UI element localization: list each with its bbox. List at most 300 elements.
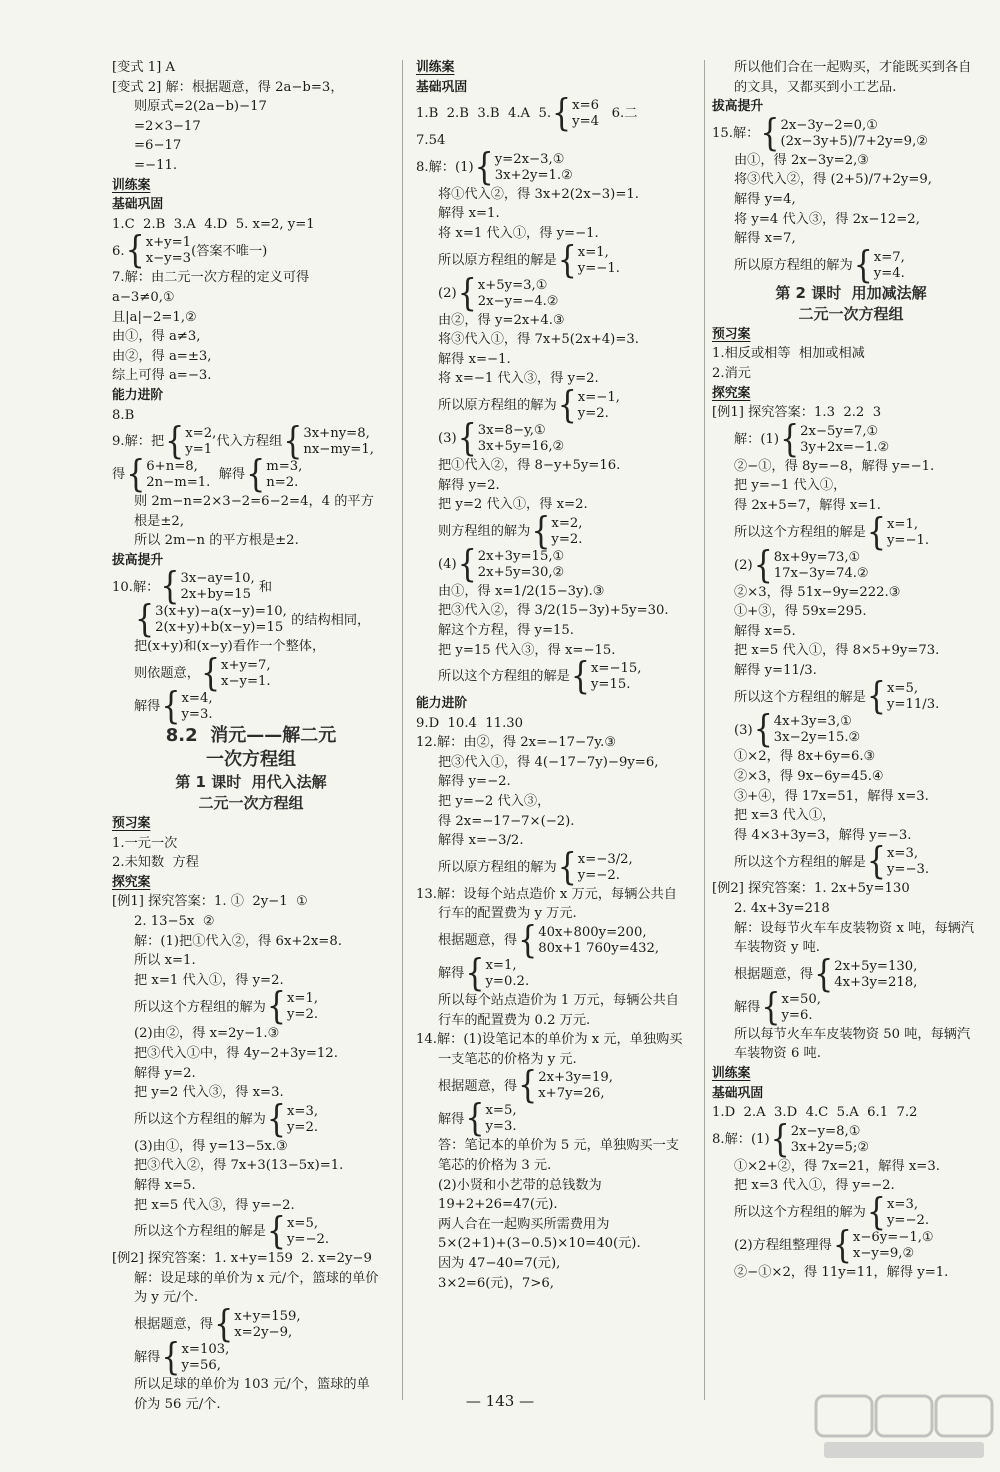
equation-rows xyxy=(887,846,929,878)
answer-line: 为 y 元/个. xyxy=(134,1290,199,1306)
equation-suffix: 和 xyxy=(254,579,273,595)
equation-row: x+7y=26, xyxy=(538,1086,605,1102)
equation-row: 2x+3y=15,① xyxy=(477,548,565,564)
answer-line: [例2] 探究答案：1. 2x+5y=130 xyxy=(712,881,910,897)
equation-suffix: (答案不唯一) xyxy=(191,243,268,259)
equation-rows xyxy=(887,517,929,549)
equation-system xyxy=(712,243,990,287)
answer-line: 19+2+26=47(元). xyxy=(438,1197,558,1213)
answer-line: 解得 y=2. xyxy=(134,1065,196,1081)
equation-system xyxy=(712,111,990,156)
answer-line: 因为 47−40=7(元), xyxy=(438,1255,561,1271)
section-heading: 探究案 xyxy=(712,385,751,401)
equation-prefix: 8.解：(1) xyxy=(712,1131,770,1147)
equation-system xyxy=(112,984,390,1029)
equation-prefix: 所以原方程组的解为 xyxy=(438,398,557,414)
brace-icon: { xyxy=(266,984,286,1029)
equation-row: y=2. xyxy=(577,405,609,421)
brace-icon: { xyxy=(518,1063,538,1108)
answer-line: 的文具，又都买到小工艺品. xyxy=(734,79,897,95)
equation-system xyxy=(112,1097,390,1142)
equation-row: x=2, xyxy=(551,515,583,531)
equation-system xyxy=(416,918,694,963)
answer-line: 3×2=6(元)，7>6, xyxy=(438,1275,554,1291)
answer-line: 8.B xyxy=(112,407,135,423)
brace-icon: { xyxy=(866,674,886,719)
equation-row: x=5, xyxy=(886,681,919,697)
answer-line: 2. 13−5x ② xyxy=(134,914,215,930)
equation-row: 2x−5y=7,① xyxy=(800,423,879,439)
answer-line: 车装物资 6 吨. xyxy=(734,1046,821,1062)
equation-rows xyxy=(478,278,559,310)
equation-row: x=−1, xyxy=(577,389,620,405)
answer-line: 2.消元 xyxy=(712,365,751,381)
equation-prefix: (3) xyxy=(438,431,457,447)
answer-line: 把 x=3 代入①，得 y=−2. xyxy=(734,1178,895,1194)
answer-line: (3)由①，得 y=13−5x.③ xyxy=(134,1138,288,1154)
answer-line: 1.相反或相等 相加或相减 xyxy=(712,346,865,362)
equation-rows xyxy=(180,571,254,603)
brace-icon: { xyxy=(557,383,577,428)
equation-row: 4x+3y=218, xyxy=(834,974,918,990)
equation-prefix: 根据题意，得 xyxy=(134,1317,214,1333)
equation-prefix: 解得 xyxy=(134,699,161,715)
answer-line: 解得 x=5. xyxy=(134,1177,196,1193)
answer-line: 5×(2+1)+(3−0.5)×10=40(元). xyxy=(438,1236,641,1252)
equation-row: y=−1. xyxy=(886,532,930,548)
equation-rows xyxy=(485,1103,516,1135)
brace-icon: { xyxy=(457,416,477,461)
brace-icon: { xyxy=(126,452,146,497)
equation-prefix: 所以这个方程组的解是 xyxy=(734,854,866,870)
equation-system xyxy=(712,1223,990,1268)
answer-line: 根是±2, xyxy=(134,513,185,529)
answer-line: 13.解：设每个站点造价 x 万元，每辆公共自 xyxy=(416,886,677,902)
equation-row: y=2. xyxy=(551,531,583,547)
equation-rows xyxy=(181,1342,229,1374)
equation-rows xyxy=(774,550,869,582)
answer-line: 解：设足球的单价为 x 元/个，篮球的单价 xyxy=(134,1270,379,1286)
answer-line: ②×3，得 51x−9y=222.③ xyxy=(734,584,901,600)
equation-prefix: 所以原方程组的解为 xyxy=(438,860,557,876)
column-divider xyxy=(402,60,403,1400)
answer-line: 14.解：(1)设笔记本的单价为 x 元，单独购买 xyxy=(416,1032,683,1048)
answer-line: 由①，得 x=1/2(15−3y).③ xyxy=(438,583,605,599)
equation-prefix: 所以这个方程组的解为 xyxy=(134,1111,266,1127)
equation-row: y=6. xyxy=(781,1007,813,1023)
answer-line: 把 x=1 代入①，得 y=2. xyxy=(134,972,284,988)
lesson-title: 第 1 课时 用代入法解 xyxy=(175,773,327,792)
answer-line: 解得 x=7, xyxy=(734,231,796,247)
answer-line: 把 y=−1 代入①， xyxy=(734,478,847,494)
equation-rows xyxy=(834,959,917,991)
answer-line: 行车的配置费为 0.2 万元. xyxy=(438,1012,591,1028)
brace-icon: { xyxy=(266,1097,286,1142)
answer-line: 1.C 2.B 3.A 4.D 5. x=2, y=1 xyxy=(112,216,315,232)
answer-line: [例2] 探究答案：1. x+y=159 2. x=2y−9 xyxy=(112,1251,372,1267)
equation-rows xyxy=(287,1216,329,1248)
equation-prefix: 解得 xyxy=(438,1111,465,1127)
equation-row: 3x+2y=1.② xyxy=(494,167,573,183)
answer-line: 把 y=15 代入③，得 x=−15. xyxy=(438,642,616,658)
brace-icon: { xyxy=(531,509,551,553)
answer-line: [变式 1] A xyxy=(112,60,175,75)
equation-row: y=−2. xyxy=(577,867,620,883)
equation-rows xyxy=(287,991,318,1023)
answer-line: 将 y=4 代入③，得 2x−12=2, xyxy=(734,211,920,227)
equation-prefix: (3) xyxy=(734,722,753,738)
equation-system xyxy=(416,1063,694,1108)
equation-system xyxy=(112,228,390,273)
equation-system xyxy=(416,271,694,315)
equation-row: y=56, xyxy=(181,1357,221,1373)
answer-line: 笔芯的价格为 3 元. xyxy=(438,1158,552,1173)
answer-line: 由①，得 a≠3, xyxy=(112,329,201,345)
answer-line: ①+③，得 59x=295. xyxy=(734,604,867,620)
answer-line: 由②，得 a=±3, xyxy=(112,348,212,364)
equation-prefix: 所以这个方程组的解是 xyxy=(734,689,866,705)
equation-row: x=1, xyxy=(886,516,919,532)
equation-row: x=5, xyxy=(286,1216,319,1232)
equation-row: y=3. xyxy=(485,1119,517,1135)
answer-line: 把 y=2 代入①，得 x=2. xyxy=(438,497,588,513)
answer-line: 将③代入②，得 (2+5)/7+2y=9, xyxy=(734,172,932,188)
answer-line: 解：(1)把①代入②，得 6x+2x=8. xyxy=(134,933,342,949)
section-heading: 基础巩固 xyxy=(712,1085,764,1101)
answer-line: 得 4×3+3y=3，解得 y=−3. xyxy=(734,827,912,843)
brace-icon: { xyxy=(165,419,185,464)
equation-row: 2x−y=8,① xyxy=(790,1123,861,1139)
equation-row: 6+n=8, xyxy=(146,459,198,475)
equation-prefix: 则依题意， xyxy=(134,666,200,682)
equation-prefix: 根据题意，得 xyxy=(734,967,814,983)
brace-icon: { xyxy=(570,654,590,699)
equation-rows xyxy=(774,714,861,746)
answer-line: 7.54 xyxy=(416,133,446,149)
brace-icon: { xyxy=(552,91,572,136)
equation-system xyxy=(112,684,390,729)
equation-row: y=−2. xyxy=(286,1232,330,1248)
column-divider xyxy=(704,60,705,1400)
equation-row: x=1, xyxy=(485,958,517,974)
equation-rows xyxy=(485,958,529,990)
answer-line: ②−①×2，得 11y=11，解得 y=1. xyxy=(734,1264,949,1280)
equation-rows xyxy=(853,1230,934,1262)
equation-row: 2x+by=15 xyxy=(180,587,252,603)
equation-rows xyxy=(791,1124,869,1156)
answer-column-middle xyxy=(416,58,694,1293)
answer-line: 将 x=1 代入①，得 y=−1. xyxy=(438,225,599,241)
equation-row: n=2. xyxy=(266,475,299,491)
equation-row: 3x+ny=8, xyxy=(303,426,370,442)
answer-line: 所以 x=1. xyxy=(134,953,196,969)
equation-rows xyxy=(578,245,620,277)
equation-system xyxy=(112,1209,390,1254)
brace-icon: { xyxy=(753,543,773,587)
equation-row: y=4 xyxy=(572,114,600,130)
equation-row: x−y=9,② xyxy=(852,1245,915,1261)
equation-system xyxy=(416,542,694,586)
equation-rows xyxy=(287,1104,318,1136)
lesson-title: 第 2 课时 用加减法解 xyxy=(775,283,927,302)
equation-row: 17x−3y=74.② xyxy=(773,565,869,581)
equation-row: 3x−ay=10, xyxy=(180,571,255,587)
section-heading: 基础巩固 xyxy=(112,197,164,213)
answer-line: ①×2+②，得 7x=21，解得 x=3. xyxy=(734,1158,940,1174)
answer-line: 解得 y=4, xyxy=(734,191,796,207)
answer-line: 两人合在一起购买所需费用为 xyxy=(438,1216,610,1232)
brace-icon: { xyxy=(200,651,221,696)
equation-system xyxy=(416,654,694,699)
brace-icon: { xyxy=(160,564,180,609)
equation-row: 3x+2y=5;② xyxy=(790,1139,870,1155)
equation-prefix: 15.解： xyxy=(712,125,760,141)
answer-line: 把③代入①中，得 4y−2+3y=12. xyxy=(134,1046,338,1061)
equation-prefix: (2) xyxy=(438,285,457,301)
answer-line: =6−17 xyxy=(134,138,182,154)
brace-icon: { xyxy=(214,1302,234,1347)
equation-system xyxy=(416,845,694,890)
equation-prefix: (4) xyxy=(438,556,457,572)
equation-row: y=−3. xyxy=(886,862,930,878)
equation-row: x=1, xyxy=(286,991,319,1007)
answer-line: 得 2x=−17−7×(−2). xyxy=(438,813,575,829)
equation-middle: 代入方程组 xyxy=(216,434,283,450)
equation-prefix: 解得 xyxy=(134,1350,161,1366)
answer-column-right xyxy=(712,58,990,1283)
equation-system xyxy=(112,651,390,696)
answer-line: 解：设每节火车车皮装物资 x 吨，每辆汽 xyxy=(734,920,975,936)
equation-rows xyxy=(495,152,573,184)
equation-row: (2x−3y+5)/7+2y=9,② xyxy=(780,133,929,149)
section-heading: 训练案 xyxy=(416,60,455,75)
answer-line: 得 2x+5=7，解得 x=1. xyxy=(734,497,881,513)
equation-prefix: 9.解：把 xyxy=(112,434,165,450)
brace-icon: { xyxy=(246,452,266,497)
chapter-title: 一次方程组 xyxy=(206,749,296,771)
brace-icon: { xyxy=(866,510,886,554)
equation-prefix: 得 xyxy=(112,467,126,483)
equation-rows xyxy=(578,852,633,884)
equation-prefix: 所以这个方程组的解是 xyxy=(438,669,570,685)
equation-row: 2x−3y−2=0,① xyxy=(780,117,879,133)
equation-prefix: 10.解： xyxy=(112,579,160,595)
equation-rows xyxy=(780,118,928,150)
chapter-title: 8.2 消元——解二元 xyxy=(165,725,337,747)
answer-line: [例1] 探究答案：1. ① 2y−1 ① xyxy=(112,894,308,910)
equation-system xyxy=(112,1335,390,1380)
equation-row: y=11/3. xyxy=(886,697,940,713)
equation-rows xyxy=(887,1197,929,1229)
answer-line: 则 2m−n=2×3−2=6−2=4，4 的平方 xyxy=(134,494,374,510)
answer-line: 解得 y=−2. xyxy=(438,774,511,790)
equation-row: y=−1. xyxy=(577,260,620,276)
answer-line: 2.未知数 方程 xyxy=(112,855,199,871)
answer-line: ①×2，得 8x+6y=6.③ xyxy=(734,749,876,765)
equation-row: x−y=1. xyxy=(221,674,271,690)
equation-rows xyxy=(234,1309,300,1341)
equation-row: x+5y=3,① xyxy=(477,277,548,293)
brace-icon: { xyxy=(457,271,477,315)
equation-row: x=4, xyxy=(181,691,213,707)
equation-rows xyxy=(578,390,620,422)
equation-rows xyxy=(572,98,599,130)
section-heading: 预习案 xyxy=(112,816,151,832)
answer-line: 把①代入②，得 8−y+5y=16. xyxy=(438,457,621,473)
answer-line: =−11. xyxy=(134,157,178,173)
equation-rows xyxy=(538,1070,613,1102)
answer-line: ②×3，得 9x−6y=45.④ xyxy=(734,769,884,785)
equation-row: x+y=7, xyxy=(221,658,271,674)
equation-row: x=6 xyxy=(572,98,600,114)
brace-icon: { xyxy=(161,684,181,729)
answer-line: 且|a|−2=1,② xyxy=(112,309,197,325)
section-heading: 能力进阶 xyxy=(112,387,164,403)
equation-row: y=15. xyxy=(590,677,631,693)
answer-line: 所以每节火车车皮装物资 50 吨，每辆汽 xyxy=(734,1026,971,1042)
equation-system xyxy=(112,1302,390,1347)
answer-line: 所以每个站点造价为 1 万元，每辆公共自 xyxy=(438,993,679,1009)
answer-line: 行车的配置费为 y 万元. xyxy=(438,906,577,922)
answer-line: 所以足球的单价为 103 元/个，篮球的单 xyxy=(134,1376,370,1392)
equation-prefix: 8.解：(1) xyxy=(416,159,474,175)
answer-line: a−3≠0,① xyxy=(112,289,175,305)
equation-rows xyxy=(874,250,905,282)
section-heading: 训练案 xyxy=(712,1066,751,1081)
equation-row: 40x+800y=200, xyxy=(538,925,647,941)
equation-rows xyxy=(146,459,210,491)
equation-row: y=4. xyxy=(873,265,905,281)
equation-row: x=5, xyxy=(485,1103,517,1119)
equation-prefix: 所以原方程组的解是 xyxy=(438,252,557,268)
brace-icon: { xyxy=(760,111,780,156)
equation-prefix: 所以这个方程组的解是 xyxy=(734,524,866,540)
equation-row: y=0.2. xyxy=(485,974,530,990)
equation-system xyxy=(112,597,390,642)
answer-line: 则原式=2(2a−b)−17 xyxy=(134,99,267,115)
equation-prefix: 解得 xyxy=(734,1000,761,1016)
equation-middle: 解得 xyxy=(210,467,246,483)
equation-suffix: 6.二 xyxy=(599,106,638,122)
brace-icon: { xyxy=(557,845,577,890)
answer-line: 所以 2m−n 的平方根是±2. xyxy=(134,533,299,549)
brace-icon: { xyxy=(518,918,538,963)
equation-row: x=−15, xyxy=(590,661,642,677)
answer-line: =2×3−17 xyxy=(134,118,201,134)
brace-icon: { xyxy=(465,1096,485,1141)
equation-row: y=3. xyxy=(181,707,213,723)
equation-prefix: 1.B 2.B 3.B 4.A 5. xyxy=(416,106,552,122)
equation-row: 2x+5y=130, xyxy=(834,958,918,974)
page-number: — 143 — xyxy=(465,1392,535,1410)
brace-icon: { xyxy=(866,1190,886,1235)
brace-icon: { xyxy=(457,542,477,586)
brace-icon: { xyxy=(753,707,773,752)
equation-row: 4x+3y=3,① xyxy=(773,714,852,730)
equation-row: y=2x−3,① xyxy=(494,151,565,167)
answer-line: ②−①，得 8y=−8，解得 y=−1. xyxy=(734,458,935,474)
answer-column-left xyxy=(112,58,390,1414)
equation-row: nx−my=1, xyxy=(303,442,374,458)
brace-icon: { xyxy=(135,597,155,642)
section-heading: 训练案 xyxy=(112,177,151,193)
equation-system xyxy=(712,1117,990,1162)
equation-row: 2n−m=1. xyxy=(146,475,211,491)
answer-line: (2)小贤和小艺带的总钱数为 xyxy=(438,1177,602,1193)
brace-icon: { xyxy=(832,1223,852,1268)
equation-prefix: 则方程组的解为 xyxy=(438,523,531,539)
equation-row: x−6y=−1,① xyxy=(852,1229,934,1245)
equation-system xyxy=(712,839,990,884)
equation-rows xyxy=(478,549,565,581)
answer-line: 把 x=3 代入①， xyxy=(734,808,836,824)
answer-line: 综上可得 a=−3. xyxy=(112,368,212,384)
equation-row: 3x=8−y,① xyxy=(477,422,546,438)
equation-rows xyxy=(146,235,191,267)
lesson-title: 二元一次方程组 xyxy=(198,794,304,813)
brace-icon: { xyxy=(283,419,303,464)
equation-rows xyxy=(800,424,889,456)
section-heading: 预习案 xyxy=(712,326,751,342)
equation-prefix: 所以这个方程组的解为 xyxy=(734,1205,866,1221)
equation-prefix: 根据题意，得 xyxy=(438,933,518,949)
section-heading: 探究案 xyxy=(112,874,151,890)
answer-line: 1.一元一次 xyxy=(112,835,178,851)
equation-system xyxy=(712,543,990,587)
equation-row: y=2. xyxy=(286,1007,319,1023)
answer-line: 9.D 10.4 11.30 xyxy=(416,715,524,731)
equation-row: 2x+3y=19, xyxy=(538,1070,613,1086)
answer-line: 把 x=5 代入③，得 y=−2. xyxy=(134,1197,295,1213)
brace-icon: { xyxy=(557,238,577,282)
equation-row: x=−3/2, xyxy=(577,851,633,867)
equation-prefix: 6. xyxy=(112,243,125,259)
watermark-logo xyxy=(814,1392,994,1462)
equation-rows xyxy=(181,691,212,723)
answer-line: [例1] 探究答案：1.3 2.2 3 xyxy=(712,405,882,421)
equation-row: y=−2. xyxy=(886,1212,930,1228)
equation-prefix: 解得 xyxy=(438,966,465,982)
answer-line: 车装物资 y 吨. xyxy=(734,940,820,956)
equation-row: x=1, xyxy=(577,244,609,260)
answer-line: 1.D 2.A 3.D 4.C 5.A 6.1 7.2 xyxy=(712,1105,918,1121)
equation-row: 2x−y=−4.② xyxy=(477,293,559,309)
equation-rows xyxy=(591,661,642,693)
equation-prefix: 解：(1) xyxy=(734,431,780,447)
answer-line: 解得 x=5. xyxy=(734,623,796,639)
equation-row: x=3, xyxy=(286,1103,319,1119)
equation-rows xyxy=(185,426,216,458)
equation-rows xyxy=(887,681,939,713)
answer-line: [变式 2] 解：根据题意，得 2a−b=3， xyxy=(112,79,344,95)
brace-icon: { xyxy=(780,417,800,461)
brace-icon: { xyxy=(465,951,485,996)
equation-row: x+y=1 xyxy=(145,235,192,251)
equation-system xyxy=(712,707,990,752)
answer-line: 把③代入②，得 3/2(15−3y)+5y=30. xyxy=(438,603,669,619)
equation-row: 2x+5y=30,② xyxy=(477,564,565,580)
answer-line: (2)由②，得 x=2y−1.③ xyxy=(134,1026,280,1042)
equation-system xyxy=(416,145,694,190)
brace-icon: { xyxy=(770,1117,790,1162)
equation-rows xyxy=(266,459,302,491)
answer-line: 答：笔记本的单价为 5 元，单独购买一支 xyxy=(438,1138,679,1154)
equation-row: 3x−2y=15.② xyxy=(773,730,861,746)
equation-row: x=3, xyxy=(886,1196,919,1212)
brace-icon: { xyxy=(474,145,494,190)
answer-line: 解得 y=2. xyxy=(438,477,500,493)
lesson-title: 二元一次方程组 xyxy=(798,304,904,323)
